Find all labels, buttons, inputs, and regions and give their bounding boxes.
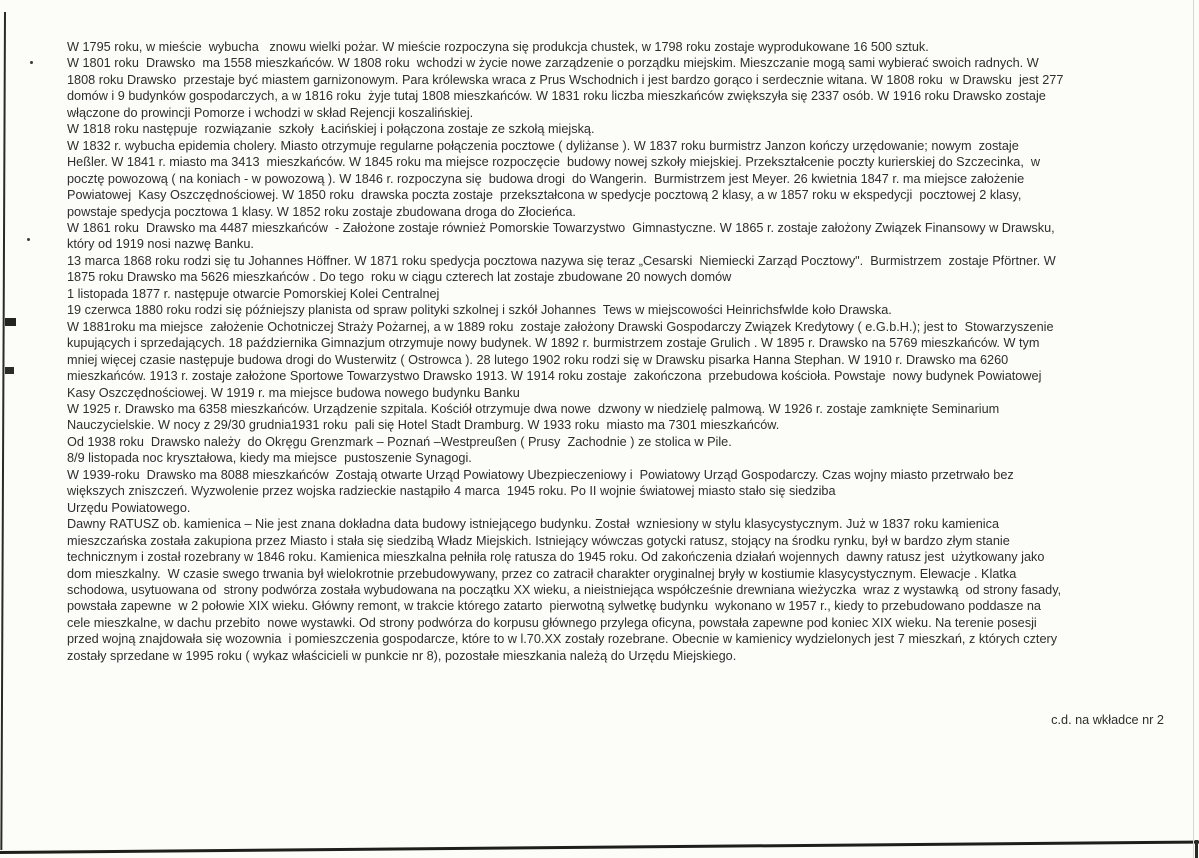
footer-continuation-note: c.d. na wkładce nr 2	[1051, 713, 1164, 727]
scan-edge-left	[0, 12, 6, 850]
text-line: 13 marca 1868 roku rodzi się tu Johannes Höffner. W 1871 roku spedycja pocztowa nazywa się teraz „Cesarski Niemiecki Zarząd Pocztowy". Burmistrzem zostaje Pförtner. W	[67, 253, 1056, 268]
text-line: włączone do prowincji Pomorze i wchodzi w skład Rejencji koszalińskiej.	[67, 105, 474, 120]
binder-mark	[5, 367, 14, 374]
text-line: mieszczańska została zakupiona przez Miasto i stała się siedzibą Władz Miejskich. Istniejący wówczas gotycki ratusz, stojący na środku rynku, był w bardzo złym stanie	[67, 533, 1010, 548]
text-line: większych zniszczeń. Wyzwolenie przez wojska radzieckie nastąpiło 4 marca 1945 roku. Po II wojnie światowej miasto stało się siedziba	[67, 484, 836, 499]
scan-edge-bottom	[0, 840, 1199, 854]
text-line: przed wojną znajdowała się wozownia i pomieszczenia gospodarcze, które to w l.70.XX zostały rozebrane. Obecnie w kamienicy wydzielonych jest 7 mieszkań, z których cztery	[67, 632, 1058, 647]
text-line: pocztę powozową ( na koniach - w powozową ). W 1846 r. rozpoczyna się budowa drogi do Wangerin. Burmistrzem jest Meyer. 26 kwietnia 1847 r. ma miejsce założenie	[67, 171, 1025, 186]
text-line: Heßler. W 1841 r. miasto ma 3413 mieszkańców. W 1845 roku ma miejsce rozpoczęcie budowy nowej szkoły miejskiej. Przekształcenie poczty kurierskiej do Szczecinka, w	[67, 155, 1041, 170]
text-line: W 1818 roku następuje rozwiązanie szkoły Łacińskiej i połączona zostaje ze szkołą miejską.	[67, 122, 595, 137]
text-line: powstaje spedycja pocztowa 1 klasy. W 1852 roku zostaje zbudowana droga do Złocieńca.	[67, 204, 576, 219]
text-line: Powiatowej Kasy Oszczędnościowej. W 1850 roku drawska poczta zostaje przekształcona w spedycje pocztową 2 klasy, a w 1857 roku w ekspedycji pocztowej 2 klasy,	[67, 188, 1022, 203]
text-line: Od 1938 roku Drawsko należy do Okręgu Grenzmark – Poznań –Westpreußen ( Prusy Zachodnie ) ze stolica w Pile.	[67, 434, 732, 449]
text-line: Nauczycielskie. W nocy z 29/30 grudnia1931 roku pali się Hotel Stadt Dramburg. W 1933 roku miasto ma 7301 mieszkańców.	[67, 418, 780, 433]
text-line: 19 czerwca 1880 roku rodzi się późniejszy planista od spraw polityki szkolnej i szkół Johannes Tews w miejscowości Heinrichsfwlde koło Drawska.	[67, 303, 892, 318]
text-line: W 1832 r. wybucha epidemia cholery. Miasto otrzymuje regularne połączenia pocztowe ( dyliżanse ). W 1837 roku burmistrz Janzon kończy urzędowanie; nowym zostaje	[67, 138, 1019, 153]
text-line: W 1925 r. Drawsko ma 6358 mieszkańców. Urządzenie szpitala. Kościół otrzymuje dwa nowe dzwony w niedzielę palmową. W 1926 r. zostaje zamknięte Seminarium	[67, 401, 1000, 416]
text-block	[67, 39, 1177, 664]
text-line: 1 listopada 1877 r. następuje otwarcie Pomorskiej Kolei Centralnej	[67, 286, 440, 301]
text-line: W 1801 roku Drawsko ma 1558 mieszkańców. W 1808 roku wchodzi w życie nowe zarządzenie o porządku miejskim. Mieszczanie mogą sami wybierać swoich radnych. W	[67, 56, 1039, 71]
text-line: Dawny RATUSZ ob. kamienica – Nie jest znana dokładna data budowy istniejącego budynku. Został wzniesiony w stylu klasycystycznym. Już w 1837 roku kamienica	[67, 517, 1000, 532]
text-line: W 1795 roku, w mieście wybucha znowu wielki pożar. W mieście rozpoczyna się produkcja chustek, w 1798 roku zostaje wyprodukowane 16 500 sztuk.	[67, 40, 929, 54]
text-line: schodowa, usytuowana od strony podwórza została wybudowana na początku XX wieku, a nieistniejąca współcześnie drewniana wieżyczka wraz z wystawką od strony fasady,	[67, 582, 1062, 597]
text-line: 8/9 listopada noc kryształowa, kiedy ma miejsce pustoszenie Synagogi.	[67, 451, 472, 466]
binder-mark	[5, 318, 16, 326]
text-line: Urzędu Powiatowego.	[67, 500, 191, 515]
text-line: domów i 9 budynków gospodarczych, a w 1816 roku żyje tutaj 1808 mieszkańców. W 1831 roku liczba mieszkańców zwiększyła się 2337 osób. W 1916 roku Drawsko zostaje	[67, 89, 1046, 104]
text-line: W 1881roku ma miejsce założenie Ochotniczej Straży Pożarnej, a w 1889 roku zostaje założony Drawski Gospodarczy Związek Kredytowy ( e.G.b.H.); jest to Stowarzyszenie	[67, 319, 1054, 334]
text-line: technicznym i został rozebrany w 1846 roku. Kamienica mieszkalna pełniła rolę ratusza do 1945 roku. Od zakończenia działań wojennych dawny ratusz jest użytkowany jako	[67, 550, 1045, 565]
text-line: W 1861 roku Drawsko ma 4487 mieszkańców - Założone zostaje również Pomorskie Towarzystwo Gimnastyczne. W 1865 r. zostaje założony Związek Finansowy w Drawsku,	[67, 220, 1055, 235]
text-line: W 1939-roku Drawsko ma 8088 mieszkańców Zostają otwarte Urząd Powiatowy Ubezpieczeniowy i Powiatowy Urząd Gospodarczy. Czas wojny miasto przetrwało bez	[67, 467, 1014, 482]
text-line: 1808 roku Drawsko przestaje być miastem garnizonowym. Para królewska wraca z Prus Wschodnich i jest bardzo gorąco i serdecznie witana. W 1808 roku w Drawsku jest 277	[67, 72, 1064, 87]
text-line: dom mieszkalny. W czasie swego trwania był wielokrotnie przebudowywany, przez co zatracił charakter oryginalnej bryły w kostiumie klasycystycznym. Elewacje . Klatka	[67, 566, 1017, 581]
text-line: kupujących i sprzedających. 18 października Gimnazjum otrzymuje nowy budynek. W 1892 r. burmistrzem zostaje Grulich . W 1895 r. Drawsko na 5769 mieszkańców. W tym	[67, 336, 1040, 351]
scan-edge-right	[1193, 0, 1194, 858]
text-line: 1875 roku Drawsko ma 5626 mieszkańców . Do tego roku w ciągu czterech lat zostaje zbudowane 20 nowych domów	[67, 270, 732, 285]
text-line: cele mieszkalne, w dachu przebito nowe wystawki. Od strony podwórza do korpusu głównego przylega oficyna, powstała zapewne pod koniec XIX wieku. Na terenie posesji	[67, 615, 1037, 630]
text-line: zostały sprzedane w 1995 roku ( wykaz właścicieli w punkcie nr 8), pozostałe mieszkania należą do Urzędu Miejskiego.	[67, 648, 737, 663]
scan-speck	[27, 238, 30, 241]
text-line: mniej więcej czasie następuje budowa drogi do Wusterwitz ( Ostrowca ). 28 lutego 1902 roku rodzi się w Drawsku pisarka Hanna Stephan. W 1910 r. Drawsko ma 6260	[67, 352, 1009, 367]
scan-speck	[30, 61, 33, 64]
text-line: powstała zapewne w 2 połowie XIX wieku. Główny remont, w trakcie którego zatarto pierwotną sylwetkę budynku wykonano w 1957 r., kiedy to przebudowano poddasze na	[67, 599, 1041, 614]
scan-edge-right-corner	[1195, 840, 1198, 858]
text-line: mieszkańców. 1913 r. zostaje założone Sportowe Towarzystwo Drawsko 1913. W 1914 roku zostaje zakończona przebudowa kościoła. Powstaje nowy budynek Powiatowej	[67, 369, 1042, 384]
text-line: który od 1919 nosi nazwę Banku.	[67, 237, 254, 252]
text-line: Kasy Oszczędnościowej. W 1919 r. ma miejsce budowa nowego budynku Banku	[67, 385, 520, 400]
